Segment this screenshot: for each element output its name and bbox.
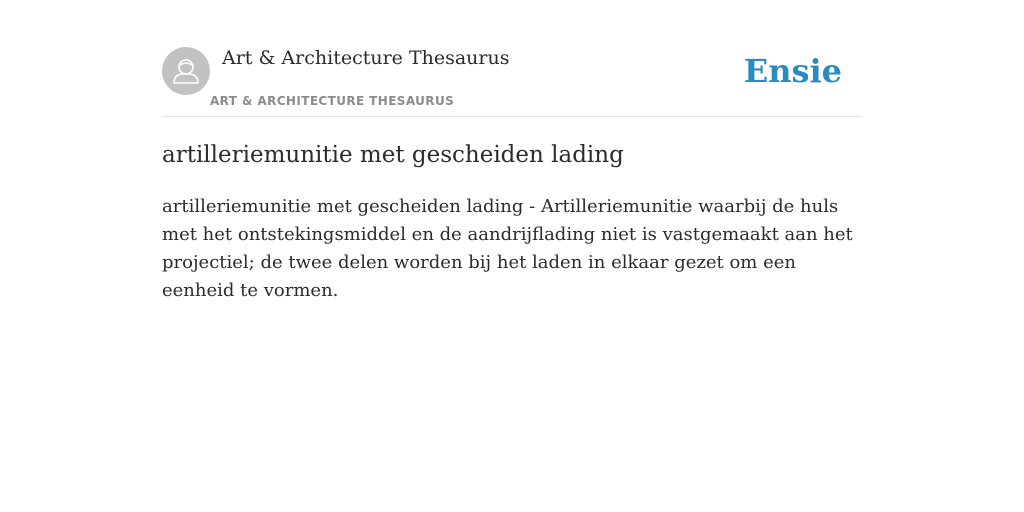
entry-header <box>162 44 862 117</box>
ensie-logo[interactable]: Ensie <box>743 52 842 90</box>
user-avatar-icon <box>162 47 210 95</box>
entry-definition: artilleriemunitie met gescheiden lading - Artilleriemunitie waarbij de huls met het ontstekingsmiddel en de aandrijflading niet is vastgemaakt aan het projectiel; de twee delen worden bij het laden in elkaar gezet om een eenheid te vormen. <box>162 196 853 301</box>
category-label[interactable]: ART & ARCHITECTURE THESAURUS <box>210 94 455 108</box>
entry-title: artilleriemunitie met gescheiden lading <box>162 142 624 168</box>
author-avatar[interactable] <box>162 47 210 95</box>
author-name-link[interactable]: Art & Architecture Thesaurus <box>222 47 510 69</box>
